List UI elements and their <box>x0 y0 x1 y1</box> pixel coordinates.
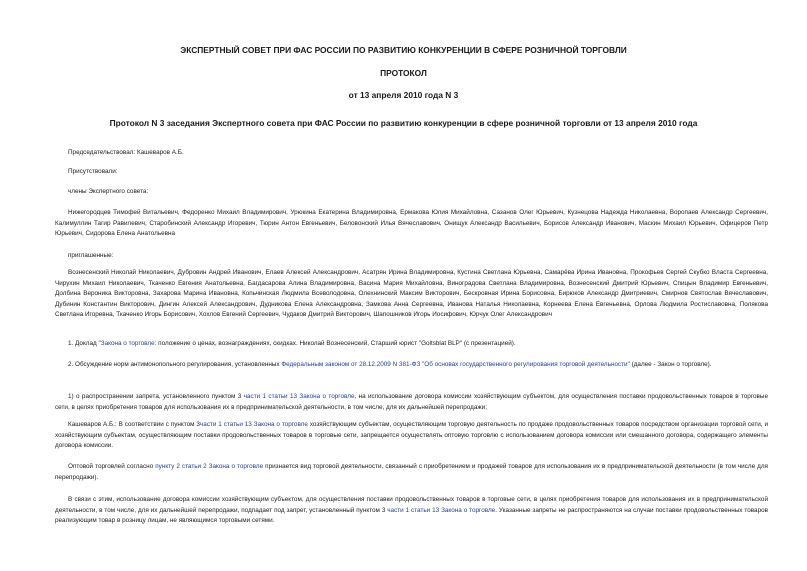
council-heading: ЭКСПЕРТНЫЙ СОВЕТ ПРИ ФАС РОССИИ ПО РАЗВИТИЮ КОНКУРЕНЦИИ В СФЕРЕ РОЗНИЧНОЙ ТОРГОВЛИ <box>180 45 627 55</box>
conclusion-pre: В связи с этим, использование договора комиссии хозяйствующим субъектом, для осуществления поставки продовольственных товаров в торговые сети, в целях приобретения товаров для использования их в предпринимательской деятельности, в том числе, для их дальнейшей перепродажи, подпадает под запрет, установленный пунктом 3 <box>55 496 768 514</box>
agenda-item-1-post: : положение о ценах, вознаграждениях, скидках. Николай Вознесенский, Старший юрист "Goltsblat BLP" (с презентацией). <box>154 340 516 347</box>
kashevarov-post: хозяйствующим субъектам, осуществляющим торговую деятельность по продаже продовольственных товаров посредством организации торговой сети, и хозяйствующим субъектам, осуществляющим поставки продовольственных товаров в торговые сети, запрещается осуществлять оптовую торговлю с использованием договора комиссии или смешанного договора, содержащего элементы договора комиссии. <box>55 421 769 450</box>
kashevarov-pre: Кашеваров А.Б.: В соответствии с пунктом 3 <box>68 421 200 428</box>
doc-type-heading: ПРОТОКОЛ <box>380 68 427 78</box>
agenda-item-1-link[interactable]: Закона о торговле <box>100 340 155 347</box>
wholesale-link[interactable]: пункту 2 статьи 2 Закона о торговле <box>155 463 264 470</box>
kashevarov-statement <box>55 420 768 452</box>
members-list: Нижегородцев Тимофей Витальевич, Федоренко Михаил Владимирович, Урюкина Екатерина Владимировна, Ермакова Юлия Михайловна, Сазанов Олег Юрьевич, Кузнецова Надежда Николаевна, Воропаев Александр Сергеевич, Калимуллин Тагир Равилевич, Старобинский Александр Игоревич, Тюрин Антон Евгеньевич, Беловонский Илья Вячеславович, Онищук Александр Васильевич, Борисов Александр Иванович, Маскин Михаил Юрьевич, Офицеров Петр Юрьевич, Сидорова Елена Анатольевна <box>55 209 768 238</box>
kashevarov-link[interactable]: части 1 статьи 13 Закона о торговле <box>199 421 308 428</box>
agenda-item-2 <box>55 360 768 371</box>
conclusion-paragraph <box>55 495 768 527</box>
federal-law-link[interactable]: Федеральным законом от 28.12.2009 N 381-ФЗ "Об основах государственного регулирования торговой деятельности" <box>281 361 630 368</box>
conclusion-link[interactable]: части 1 статьи 13 Закона о торговле <box>387 506 496 514</box>
wholesale-post: признается вид торговой деятельности, связанный с приобретением и продажей товаров для использования их в предпринимательской деятельности (в том числе для перепродажи). <box>55 463 768 481</box>
conclusion-post: . Указанные запреты не распространяются на случаи поставки продовольственных товаров реализующим товар в розницу лицам, не являющимся торговыми сетями. <box>55 506 768 525</box>
chair-line: Председательствовал: Кашеваров А.Б. <box>68 149 184 156</box>
wholesale-pre: Оптовой торговлей согласно <box>68 463 156 470</box>
subitem-1-post: , на использование договора комиссии хозяйствующим субъектом, для осуществления поставки продовольственных товаров в торговые сети, в целях приобретения товаров для использования их в предпринимательской деятельности, в том числе, для их дальнейшей перепродажи; <box>55 393 768 411</box>
subitem-1-link[interactable]: части 1 статьи 13 Закона о торговле <box>243 393 355 400</box>
invited-list: Вознесенский Николай Николаевич, Дубровин Андрей Иванович, Елаев Алексей Александрович, Асатрян Ирина Владимировна, Кустина Светлана Юрьевна, Самарёва Ирина Ивановна, Прокофьев Сергей Скубко Власта Сергеевна, Чирухин Михаил Николаевич, Ткаченко Евгения Анатольевна, Багдасарова Алина Владимировна, Васина Мария Михайловна, Виноградова Светлана Владимировна, Вознесенский Дмитрий Юрьевич, Спицын Владимир Евгеньевич, Долбина Вероника Викторовна, Захарова Марина Ивановна, Копьчинская Людмила Всеволодовна, Олехнинский Максим Викторович, Бескровная Ирина Борисовна, Бирюков Александр Дмитриевич, Смирнов Святослав Вячеславович, Дубинин Константин Викторович, Дингин Алексей Александрович, Дудникова Елена Александровна, Замкова Анна Сергеевна, Иванова Наталья Николаевна, Корнеева Елена Евгеньевна, Орлова Людмила Ростиславовна, Полякова Светлана Игоревна, Ткаченко Игорь Борисович, Хохлов Евгений Сергеевич, Чудаков Дмитрий Викторович, Шапошников Игорь Иосифович, Юрчук Олег Александрович <box>55 269 768 319</box>
protocol-title: Протокол N 3 заседания Экспертного совета при ФАС России по развитию конкуренции в сфере розничной торговли от 13 апреля 2010 года <box>109 118 698 128</box>
subitem-1 <box>55 392 768 413</box>
agenda-item-1 <box>55 339 768 350</box>
wholesale-definition <box>55 462 768 483</box>
agenda-item-1-pre: 1. Доклад " <box>68 340 101 347</box>
subitem-1-pre: 1) о распространении запрета, установленного пунктом 3 <box>68 393 244 400</box>
members-label: члены Экспертного совета: <box>68 188 149 195</box>
agenda-item-2-post: (далее - Закон о торговле). <box>629 361 712 368</box>
agenda-item-2-pre: 2. Обсуждение норм антимонопольного регулирования, установленных <box>68 361 282 368</box>
invited-label: приглашенные: <box>68 252 114 259</box>
date-heading: от 13 апреля 2010 года N 3 <box>348 90 459 100</box>
present-label: Присутствовали: <box>68 168 118 175</box>
